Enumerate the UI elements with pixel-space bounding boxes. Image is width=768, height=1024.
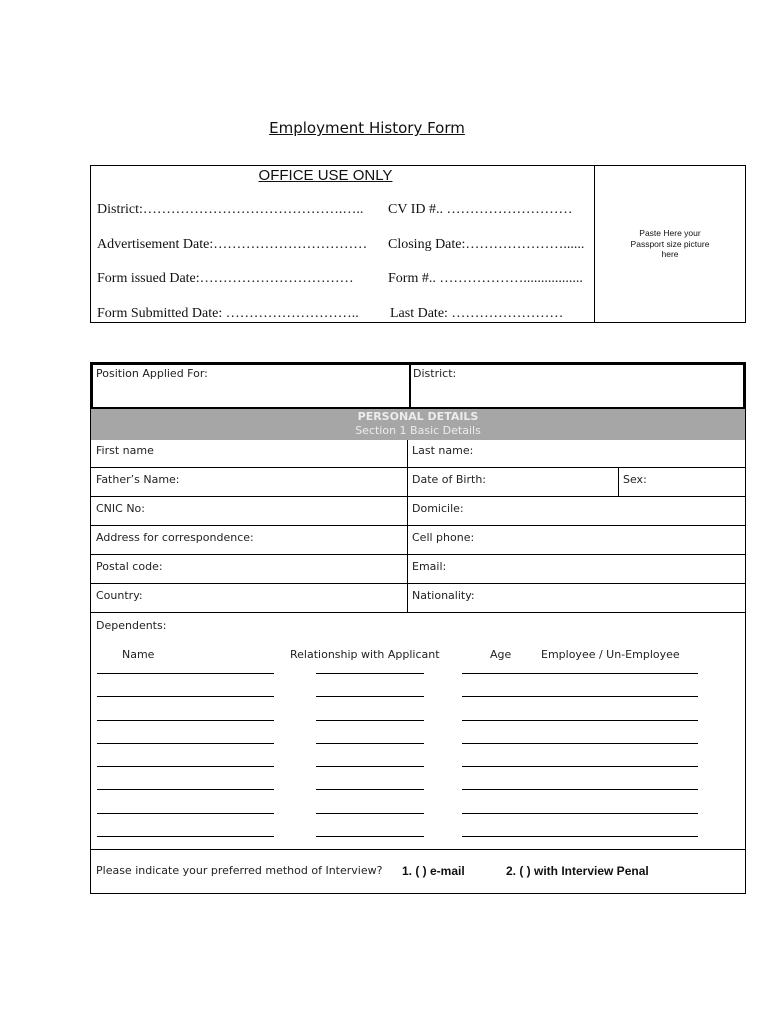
form-issued-date-field: Form issued Date:…………………………… xyxy=(97,271,354,286)
cnic-field[interactable]: CNIC No: xyxy=(96,502,145,515)
dependent-name-line[interactable] xyxy=(97,789,274,790)
dependents-age-header: Age xyxy=(490,648,512,661)
dependent-relationship-line[interactable] xyxy=(316,766,424,767)
dependents-label: Dependents: xyxy=(96,619,167,632)
last-date-field: Last Date: …………………… xyxy=(390,306,564,321)
row-divider xyxy=(91,583,745,584)
domicile-field[interactable]: Domicile: xyxy=(412,502,464,515)
dependent-age-status-line[interactable] xyxy=(462,813,698,814)
first-name-field[interactable]: First name xyxy=(96,444,154,457)
position-applied-field[interactable]: Position Applied For: xyxy=(96,367,208,380)
dependents-name-header: Name xyxy=(122,648,155,661)
country-field[interactable]: Country: xyxy=(96,589,143,602)
column-divider xyxy=(618,467,619,496)
dependent-relationship-line[interactable] xyxy=(316,720,424,721)
dependent-name-line[interactable] xyxy=(97,743,274,744)
postal-code-field[interactable]: Postal code: xyxy=(96,560,163,573)
office-use-box xyxy=(90,165,746,323)
dependent-age-status-line[interactable] xyxy=(462,789,698,790)
dependent-age-status-line[interactable] xyxy=(462,743,698,744)
dependent-name-line[interactable] xyxy=(97,720,274,721)
dependent-name-line[interactable] xyxy=(97,813,274,814)
nationality-field[interactable]: Nationality: xyxy=(412,589,475,602)
dependent-age-status-line[interactable] xyxy=(462,673,698,674)
sex-field[interactable]: Sex: xyxy=(623,473,647,486)
column-divider xyxy=(407,440,408,612)
form-number-field: Form #.. ………………................. xyxy=(388,271,583,286)
row-divider xyxy=(91,525,745,526)
position-row xyxy=(91,363,745,409)
interview-method-question: Please indicate your preferred method of Interview? xyxy=(96,864,383,877)
dependent-age-status-line[interactable] xyxy=(462,836,698,837)
row-divider xyxy=(91,496,745,497)
cell-phone-field[interactable]: Cell phone: xyxy=(412,531,475,544)
dependent-relationship-line[interactable] xyxy=(316,789,424,790)
row-divider xyxy=(91,554,745,555)
dependent-name-line[interactable] xyxy=(97,766,274,767)
interview-option-email[interactable]: 1. ( ) e-mail xyxy=(402,864,465,878)
dependent-name-line[interactable] xyxy=(97,673,274,674)
date-of-birth-field[interactable]: Date of Birth: xyxy=(412,473,487,486)
row-divider xyxy=(91,467,745,468)
dependent-age-status-line[interactable] xyxy=(462,696,698,697)
dependent-relationship-line[interactable] xyxy=(316,743,424,744)
dependent-name-line[interactable] xyxy=(97,836,274,837)
email-field[interactable]: Email: xyxy=(412,560,447,573)
dependent-name-line[interactable] xyxy=(97,696,274,697)
dependent-relationship-line[interactable] xyxy=(316,696,424,697)
office-use-heading: OFFICE USE ONLY xyxy=(258,167,393,184)
passport-photo-box[interactable] xyxy=(595,166,745,322)
dependent-relationship-line[interactable] xyxy=(316,813,424,814)
dependent-relationship-line[interactable] xyxy=(316,673,424,674)
section-header xyxy=(91,409,745,440)
row-divider xyxy=(91,849,745,850)
fathers-name-field[interactable]: Father’s Name: xyxy=(96,473,180,486)
last-name-field[interactable]: Last name: xyxy=(412,444,474,457)
dependent-age-status-line[interactable] xyxy=(462,720,698,721)
cv-id-field: CV ID #.. ……………………… xyxy=(388,202,573,217)
form-title: Employment History Form xyxy=(269,119,465,137)
dependent-relationship-line[interactable] xyxy=(316,836,424,837)
section-title: PERSONAL DETAILS xyxy=(357,410,479,423)
form-submitted-date-field: Form Submitted Date: ……………………….. xyxy=(97,306,359,321)
interview-option-panel[interactable]: 2. ( ) with Interview Penal xyxy=(506,864,649,878)
dependents-relationship-header: Relationship with Applicant xyxy=(290,648,440,661)
row-divider xyxy=(91,612,745,613)
address-field[interactable]: Address for correspondence: xyxy=(96,531,254,544)
closing-date-field: Closing Date:…………………...... xyxy=(388,237,585,252)
position-district-field[interactable]: District: xyxy=(413,367,457,380)
dependent-age-status-line[interactable] xyxy=(462,766,698,767)
dependents-employment-header: Employee / Un-Employee xyxy=(541,648,680,661)
photo-instruction: Paste Here your Passport size picture here xyxy=(630,228,710,260)
advertisement-date-field: Advertisement Date:…………………………… xyxy=(97,237,368,252)
section-subtitle: Section 1 Basic Details xyxy=(355,424,481,437)
position-divider xyxy=(409,365,411,407)
district-office-field: District:…………………………………….….. xyxy=(97,202,364,217)
personal-details-form xyxy=(90,362,746,894)
